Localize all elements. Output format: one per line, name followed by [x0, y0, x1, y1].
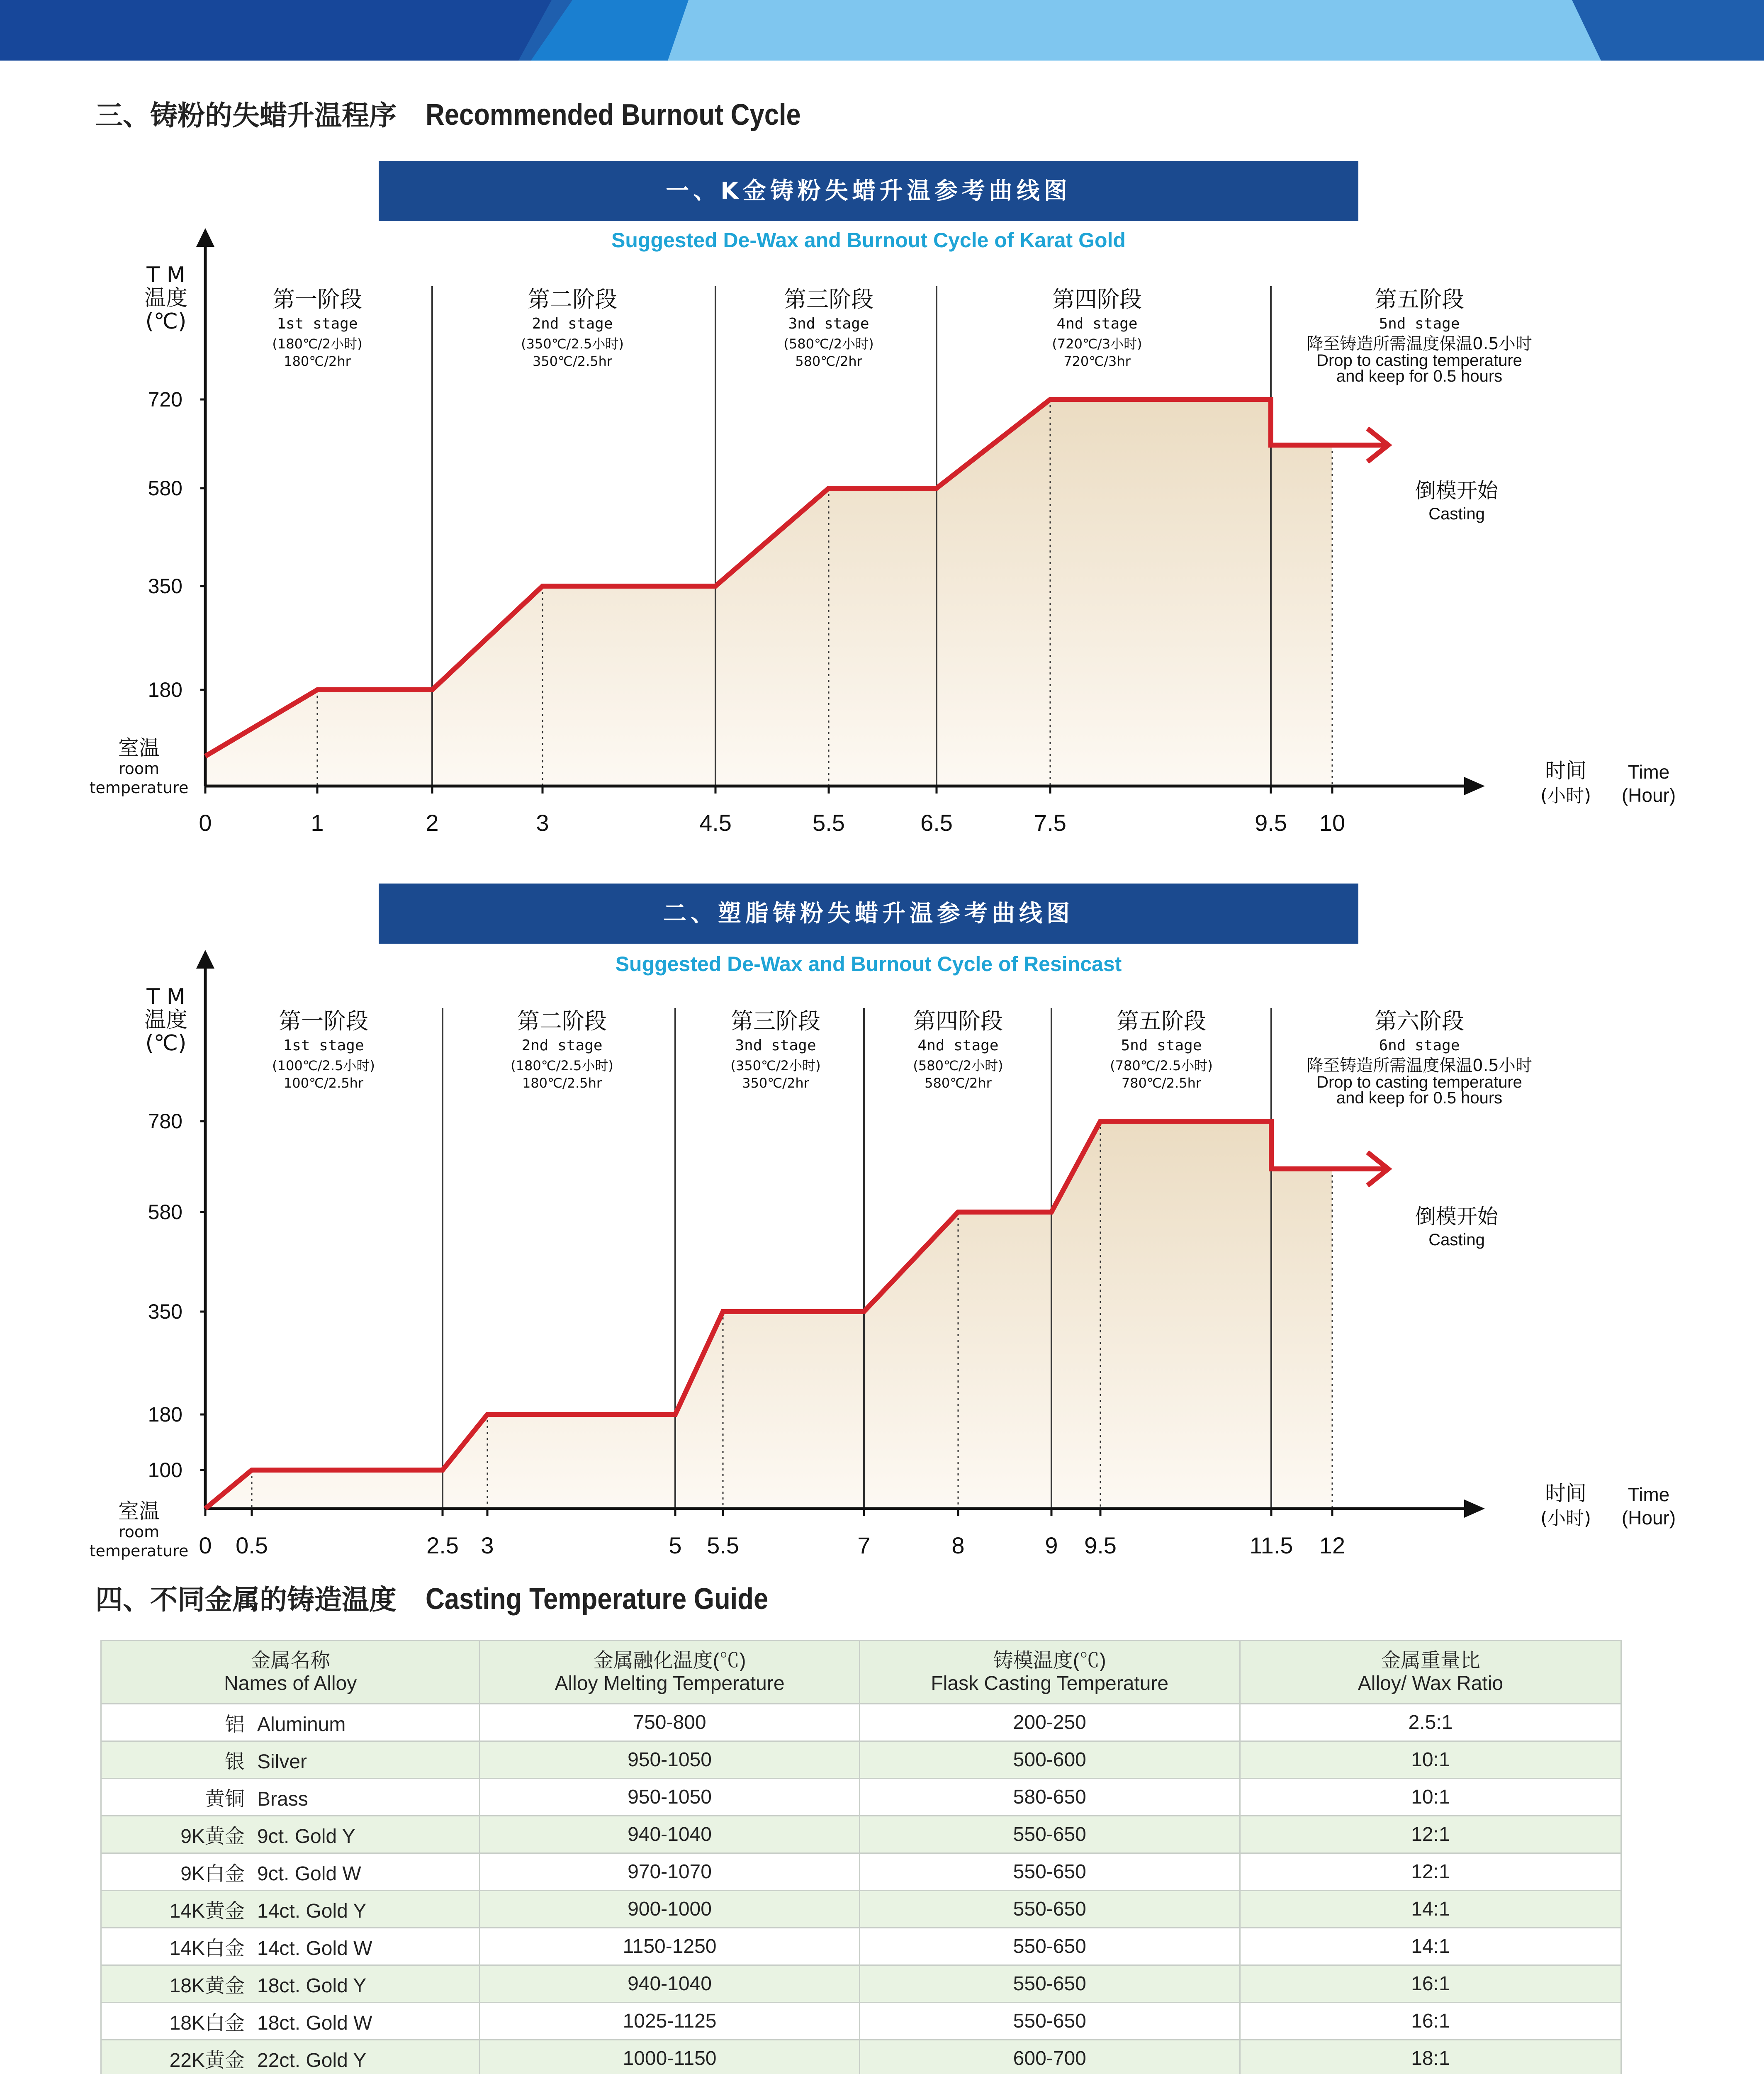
- flask-temp-cell: 200-250: [859, 1704, 1240, 1741]
- y-tick-label: 180: [148, 1403, 182, 1426]
- x-axis-arrow-icon: [1464, 1500, 1485, 1518]
- x-axis-label-en: (Hour): [1621, 784, 1676, 806]
- x-tick-label: 2.5: [426, 1532, 459, 1558]
- alloy-name-en: Brass: [257, 1788, 308, 1810]
- y-tick-label: 350: [148, 1300, 182, 1323]
- x-tick-label: 9.5: [1084, 1532, 1117, 1558]
- stage-subtitle: 1st stage: [283, 1037, 364, 1054]
- melting-temp-cell: 950-1050: [480, 1741, 859, 1779]
- table-row: [101, 1704, 1621, 1741]
- table-header-row: [101, 1641, 1621, 1704]
- x-tick-label: 7.5: [1034, 810, 1066, 836]
- table-row: [101, 1816, 1621, 1853]
- ratio-cell: 16:1: [1240, 2003, 1621, 2040]
- x-tick-label: 0: [199, 810, 212, 836]
- x-tick-label: 3: [536, 810, 549, 836]
- stage-title: 第二阶段: [517, 1008, 607, 1034]
- y-room-label: room: [118, 1523, 160, 1541]
- stage-detail: 580℃/2hr: [795, 353, 862, 369]
- stage-title: 第三阶段: [784, 286, 873, 312]
- flask-temp-cell: 550-650: [859, 1816, 1240, 1853]
- melting-temp-cell: 940-1040: [480, 1965, 859, 2003]
- stage-subtitle: 3nd stage: [735, 1037, 816, 1054]
- stage-subtitle: 4nd stage: [917, 1037, 999, 1054]
- stage-title: 第五阶段: [1117, 1008, 1206, 1034]
- stage-detail: and keep for 0.5 hours: [1336, 1089, 1503, 1107]
- casting-label-en: Casting: [1428, 505, 1485, 523]
- x-tick-label: 3: [481, 1532, 494, 1558]
- table-row: [101, 2040, 1621, 2074]
- karat-gold-burnout-chart: [0, 216, 1764, 836]
- table-row: [101, 1741, 1621, 1779]
- x-axis-arrow-icon: [1464, 777, 1485, 795]
- y-tick-label: 720: [148, 388, 182, 411]
- x-tick-label: 9: [1045, 1532, 1058, 1558]
- x-axis-label-zh: (小时): [1540, 785, 1591, 806]
- x-axis-label-zh: (小时): [1540, 1508, 1591, 1529]
- stage-subtitle: 3nd stage: [788, 315, 869, 332]
- ratio-cell: 10:1: [1240, 1741, 1621, 1779]
- table-row: [101, 1965, 1621, 2003]
- section-title-casting-zh: 四、不同金属的铸造温度: [95, 1584, 397, 1616]
- stage-title: 第一阶段: [273, 286, 362, 312]
- y-tick-label: 780: [148, 1110, 182, 1133]
- resincast-burnout-chart: [0, 937, 1764, 1568]
- y-room-label: temperature: [89, 779, 189, 797]
- alloy-name-zh: 18K黄金: [169, 1975, 245, 1997]
- alloy-name-cell: [101, 1816, 480, 1853]
- stage-subtitle: 4nd stage: [1056, 315, 1138, 332]
- chart2-title: Suggested De-Wax and Burnout Cycle of Resincast: [615, 952, 1122, 976]
- y-axis-label: 温度: [144, 286, 188, 311]
- x-tick-label: 10: [1319, 810, 1346, 836]
- x-tick-label: 4.5: [699, 810, 732, 836]
- y-axis-label: 温度: [144, 1008, 188, 1032]
- x-axis-label-en: Time: [1628, 1484, 1670, 1505]
- column-header-flask: [859, 1641, 1240, 1704]
- chart-area-fill: [205, 399, 1332, 786]
- column-header-zh: 金属融化温度(℃): [593, 1649, 746, 1672]
- y-axis-arrow-icon: [196, 228, 214, 247]
- casting-temperature-table: [100, 1640, 1622, 2074]
- stage-title: 第四阶段: [913, 1008, 1003, 1034]
- melting-temp-cell: 1000-1150: [480, 2040, 859, 2074]
- alloy-name-zh: 9K黄金: [180, 1826, 245, 1848]
- y-tick-label: 100: [148, 1458, 182, 1482]
- alloy-name-en: 14ct. Gold W: [257, 1938, 372, 1960]
- stage-detail: (720℃/3小时): [1052, 336, 1142, 352]
- alloy-name-zh: 9K白金: [180, 1863, 245, 1885]
- section-title-casting: [95, 1577, 815, 1617]
- column-header-en: Alloy/ Wax Ratio: [1358, 1672, 1504, 1694]
- x-tick-label: 1: [311, 810, 324, 836]
- flask-temp-cell: 550-650: [859, 2003, 1240, 2040]
- stage-detail: (780℃/2.5小时): [1110, 1058, 1213, 1074]
- stage-detail: 580℃/2hr: [925, 1075, 992, 1091]
- alloy-name-en: 22ct. Gold Y: [257, 2050, 367, 2072]
- alloy-name-en: 14ct. Gold Y: [257, 1900, 367, 1922]
- x-axis-label-en: (Hour): [1621, 1507, 1676, 1529]
- x-tick-label: 0.5: [236, 1532, 268, 1558]
- alloy-name-cell: [101, 1779, 480, 1816]
- stage-detail: 180℃/2.5hr: [522, 1075, 602, 1091]
- alloy-name-zh: 22K黄金: [169, 2050, 245, 2072]
- chart1-banner: 一、K金铸粉失蜡升温参考曲线图: [379, 161, 1358, 221]
- column-header-zh: 铸模温度(℃): [993, 1649, 1106, 1672]
- alloy-name-en: 9ct. Gold W: [257, 1863, 361, 1885]
- x-tick-label: 11.5: [1249, 1532, 1293, 1558]
- melting-temp-cell: 750-800: [480, 1704, 859, 1741]
- ratio-cell: 16:1: [1240, 1965, 1621, 2003]
- table-row: [101, 1853, 1621, 1891]
- stage-detail: (580℃/2小时): [913, 1058, 1003, 1074]
- x-tick-label: 8: [951, 1532, 965, 1558]
- alloy-name-cell: [101, 1741, 480, 1779]
- alloy-name-zh: 14K黄金: [169, 1900, 245, 1922]
- y-tick-label: 180: [148, 678, 182, 701]
- flask-temp-cell: 550-650: [859, 1965, 1240, 2003]
- stage-detail: 降至铸造所需温度保温0.5小时: [1307, 1056, 1532, 1075]
- flask-temp-cell: 550-650: [859, 1891, 1240, 1928]
- y-room-label: temperature: [89, 1542, 189, 1560]
- section-title-burnout-zh: 三、铸粉的失蜡升温程序: [95, 100, 397, 131]
- ratio-cell: 14:1: [1240, 1928, 1621, 1965]
- section-title-burnout-en: Recommended Burnout Cycle: [426, 98, 801, 131]
- column-header-en: Names of Alloy: [224, 1672, 357, 1694]
- melting-temp-cell: 900-1000: [480, 1891, 859, 1928]
- stage-detail: 100℃/2.5hr: [283, 1075, 364, 1091]
- stage-subtitle: 6nd stage: [1379, 1037, 1460, 1054]
- table-row: [101, 1928, 1621, 1965]
- x-tick-label: 5: [669, 1532, 682, 1558]
- stage-detail: (580℃/2小时): [783, 336, 874, 352]
- table-row: [101, 1891, 1621, 1928]
- x-tick-label: 5.5: [813, 810, 845, 836]
- melting-temp-cell: 970-1070: [480, 1853, 859, 1891]
- stage-detail: (350℃/2.5小时): [521, 336, 624, 352]
- stage-detail: 720℃/3hr: [1063, 353, 1131, 369]
- stage-detail: Drop to casting temperature: [1316, 1073, 1522, 1091]
- stage-detail: 180℃/2hr: [284, 353, 351, 369]
- ratio-cell: 2.5:1: [1240, 1704, 1621, 1741]
- chart2-banner: 二、塑脂铸粉失蜡升温参考曲线图: [379, 884, 1358, 944]
- table-body: [101, 1704, 1621, 2074]
- column-header-en: Flask Casting Temperature: [931, 1672, 1169, 1694]
- x-axis-label-en: Time: [1628, 761, 1670, 783]
- alloy-name-zh: 14K白金: [169, 1938, 245, 1960]
- x-tick-label: 0: [199, 1532, 212, 1558]
- x-tick-label: 2: [426, 810, 439, 836]
- stage-subtitle: 5nd stage: [1379, 315, 1460, 332]
- stage-detail: (350℃/2小时): [730, 1058, 821, 1074]
- flask-temp-cell: 500-600: [859, 1741, 1240, 1779]
- melting-temp-cell: 1150-1250: [480, 1928, 859, 1965]
- stage-title: 第二阶段: [528, 286, 617, 312]
- ratio-cell: 14:1: [1240, 1891, 1621, 1928]
- y-tick-label: 350: [148, 574, 182, 598]
- top-decorative-band: [0, 0, 1764, 61]
- casting-label-en: Casting: [1428, 1231, 1485, 1249]
- stage-detail: Drop to casting temperature: [1316, 351, 1522, 370]
- x-tick-label: 6.5: [920, 810, 953, 836]
- column-header-zh: 金属名称: [251, 1649, 331, 1672]
- stage-detail: (100℃/2.5小时): [272, 1058, 375, 1074]
- y-tick-label: 580: [148, 477, 182, 500]
- ratio-cell: 12:1: [1240, 1816, 1621, 1853]
- section-title-burnout: [95, 93, 852, 133]
- casting-label-zh: 倒模开始: [1415, 1205, 1498, 1229]
- alloy-name-en: 18ct. Gold Y: [257, 1975, 367, 1997]
- stage-detail: (180℃/2.5小时): [511, 1058, 613, 1074]
- chart-area-fill: [205, 1121, 1332, 1509]
- stage-title: 第五阶段: [1375, 286, 1464, 312]
- ratio-cell: 10:1: [1240, 1779, 1621, 1816]
- table-row: [101, 2003, 1621, 2040]
- column-header-ratio: [1240, 1641, 1621, 1704]
- x-tick-label: 7: [857, 1532, 871, 1558]
- alloy-name-cell: [101, 1928, 480, 1965]
- y-room-label: room: [118, 759, 160, 778]
- y-axis-label: (℃): [145, 1031, 187, 1056]
- stage-subtitle: 5nd stage: [1121, 1037, 1202, 1054]
- alloy-name-cell: [101, 1965, 480, 2003]
- y-axis-arrow-icon: [196, 950, 214, 969]
- y-tick-label: 580: [148, 1200, 182, 1224]
- stage-title: 第一阶段: [279, 1008, 368, 1034]
- stage-detail: 350℃/2.5hr: [532, 353, 613, 369]
- x-axis-label-zh: 时间: [1545, 759, 1586, 783]
- y-room-label: 室温: [118, 1499, 160, 1523]
- column-header-alloy: [101, 1641, 480, 1704]
- melting-temp-cell: 940-1040: [480, 1816, 859, 1853]
- melting-temp-cell: 1025-1125: [480, 2003, 859, 2040]
- stage-title: 第四阶段: [1052, 286, 1142, 312]
- alloy-name-en: Silver: [257, 1751, 307, 1773]
- column-header-en: Alloy Melting Temperature: [555, 1672, 785, 1694]
- x-tick-label: 9.5: [1255, 810, 1287, 836]
- stage-title: 第三阶段: [731, 1008, 820, 1034]
- stage-subtitle: 2nd stage: [532, 315, 613, 332]
- stage-detail: (180℃/2小时): [272, 336, 363, 352]
- alloy-name-cell: [101, 1853, 480, 1891]
- y-axis-label: T M: [146, 263, 185, 287]
- column-header-zh: 金属重量比: [1380, 1649, 1480, 1672]
- stage-subtitle: 1st stage: [277, 315, 358, 332]
- stage-detail: 降至铸造所需温度保温0.5小时: [1307, 334, 1532, 353]
- casting-label-zh: 倒模开始: [1415, 479, 1498, 503]
- alloy-name-cell: [101, 1891, 480, 1928]
- y-axis-label: T M: [146, 984, 185, 1009]
- ratio-cell: 12:1: [1240, 1853, 1621, 1891]
- flask-temp-cell: 550-650: [859, 1853, 1240, 1891]
- x-tick-label: 12: [1319, 1532, 1346, 1558]
- alloy-name-zh: 18K白金: [169, 2012, 245, 2034]
- alloy-name-zh: 银: [224, 1751, 245, 1773]
- melting-temp-cell: 950-1050: [480, 1779, 859, 1816]
- stage-detail: 780℃/2.5hr: [1121, 1075, 1202, 1091]
- stage-subtitle: 2nd stage: [521, 1037, 603, 1054]
- flask-temp-cell: 580-650: [859, 1779, 1240, 1816]
- alloy-name-en: 18ct. Gold W: [257, 2012, 372, 2034]
- alloy-name-cell: [101, 2003, 480, 2040]
- x-tick-label: 5.5: [707, 1532, 739, 1558]
- y-axis-label: (℃): [145, 309, 187, 334]
- stage-title: 第六阶段: [1375, 1008, 1464, 1034]
- section-title-casting-en: Casting Temperature Guide: [426, 1582, 769, 1616]
- y-room-label: 室温: [118, 736, 160, 760]
- stage-detail: and keep for 0.5 hours: [1336, 367, 1503, 385]
- ratio-cell: 18:1: [1240, 2040, 1621, 2074]
- column-header-melting: [480, 1641, 859, 1704]
- flask-temp-cell: 600-700: [859, 2040, 1240, 2074]
- table-row: [101, 1779, 1621, 1816]
- stage-detail: 350℃/2hr: [742, 1075, 809, 1091]
- alloy-name-en: 9ct. Gold Y: [257, 1826, 355, 1848]
- alloy-name-en: Aluminum: [257, 1714, 346, 1736]
- alloy-name-zh: 黄铜: [204, 1788, 245, 1810]
- alloy-name-cell: [101, 1704, 480, 1741]
- flask-temp-cell: 550-650: [859, 1928, 1240, 1965]
- x-axis-label-zh: 时间: [1545, 1481, 1586, 1505]
- chart1-title: Suggested De-Wax and Burnout Cycle of Karat Gold: [611, 229, 1126, 252]
- alloy-name-cell: [101, 2040, 480, 2074]
- alloy-name-zh: 铝: [224, 1714, 245, 1736]
